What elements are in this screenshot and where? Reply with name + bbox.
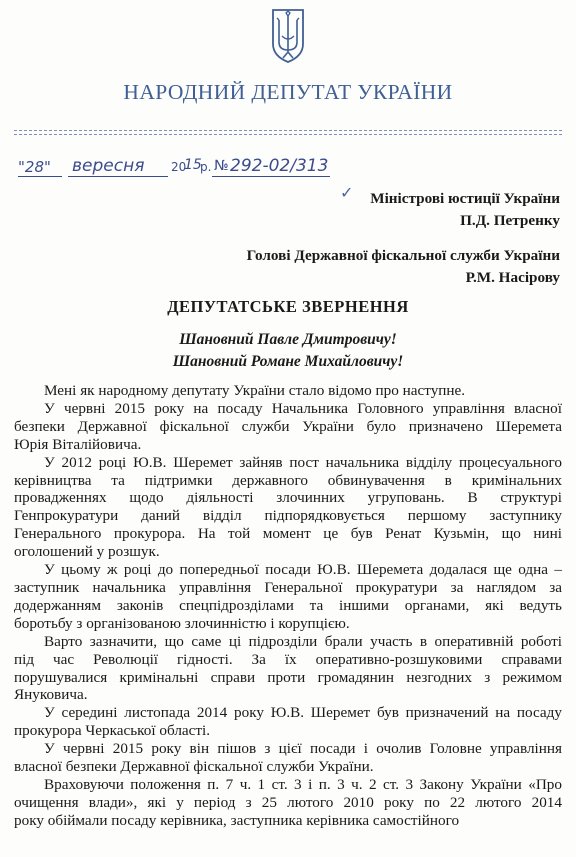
trident-coat-of-arms-icon bbox=[271, 8, 305, 64]
body-paragraph bbox=[14, 400, 562, 454]
body-line: керівництва та підтримки державного обвинувачення в кримінальних bbox=[14, 471, 562, 489]
body-line: порушувалися кримінальні справи проти громадянин незгодних з режимом bbox=[14, 668, 562, 686]
body-line: оголошений у розшук. bbox=[14, 543, 160, 561]
body-line: У цьому ж році до попередньої посади Ю.В. Шеремета додалася ще одна – bbox=[44, 561, 562, 579]
body-line: У 2012 році Ю.В. Шеремет зайняв пост начальника відділу процесуального bbox=[44, 453, 562, 471]
body-paragraph bbox=[14, 740, 562, 776]
addressee-minister bbox=[370, 188, 560, 232]
body-paragraph bbox=[14, 776, 562, 830]
header-divider bbox=[14, 130, 562, 131]
body-line: Варто зазначити, що саме ці підрозділи брали участь в оперативній роботі bbox=[44, 632, 562, 650]
body-line: У червні 2015 року він пішов з цієї посади і очолив Головне управління bbox=[44, 740, 562, 758]
reg-year: 15 bbox=[184, 157, 202, 173]
body-line: провадженнях щодо діяльності злочинних угруповань. В структурі bbox=[14, 489, 562, 507]
reg-month: вересня bbox=[72, 156, 145, 176]
organization-name: НАРОДНИЙ ДЕПУТАТ УКРАЇНИ bbox=[123, 80, 453, 104]
body-line: прокурора Черкаської області. bbox=[14, 722, 211, 740]
registration-stamp bbox=[18, 156, 358, 188]
header-divider-second bbox=[14, 134, 562, 135]
body-line: Мені як народному депутату України стало відомо про наступне. bbox=[44, 382, 466, 399]
body-line: додержанням законів спецпідрозділами та іншими органами, які ведуть bbox=[14, 596, 562, 614]
greeting-line: Шановний Павле Дмитровичу! bbox=[179, 331, 397, 348]
reg-number: 292-02/313 bbox=[230, 156, 329, 176]
greetings bbox=[0, 329, 576, 373]
document-title: ДЕПУТАТСЬКЕ ЗВЕРНЕННЯ bbox=[167, 297, 409, 316]
body-paragraph bbox=[14, 704, 562, 740]
body-line: очищення влади», які у період з 25 лютого 2010 року по 22 лютого 2014 bbox=[14, 793, 562, 811]
body-line: під час Революції гідності. За їх оперативно-розшуковими справами bbox=[14, 650, 562, 668]
body-paragraph bbox=[14, 561, 562, 633]
letter-body bbox=[14, 382, 562, 830]
reg-day: "28" bbox=[18, 158, 51, 176]
body-paragraph bbox=[14, 633, 562, 705]
body-line: Генпрокуратури даний відділ підпорядковується першому заступнику bbox=[14, 507, 562, 525]
body-line: У середині листопада 2014 року Ю.В. Шеремет був призначений на посаду bbox=[44, 704, 562, 722]
body-line: Генерального прокурора. На той момент це був Ренат Кузьмін, що нині bbox=[14, 525, 562, 543]
body-line: У червні 2015 року на посаду Начальника Головного управління власної bbox=[44, 399, 562, 417]
addressee-name: Р.М. Насірову bbox=[465, 269, 560, 286]
addressee-position: Міністрові юстиції України bbox=[370, 190, 560, 207]
addressee-position: Голові Державної фіскальної служби України bbox=[246, 247, 560, 264]
body-line: року обіймали посаду керівника, заступника керівника самостійного bbox=[14, 811, 460, 829]
body-line: Януковича. bbox=[14, 686, 88, 704]
body-paragraph bbox=[14, 382, 562, 400]
body-line: власної безпеки Державної фіскальної служби України. bbox=[14, 758, 374, 776]
body-line: Враховуючи положення п. 7 ч. 1 ст. 3 і п. 3 ч. 2 ст. 3 Закону України «Про bbox=[44, 775, 562, 793]
reg-number-sign: № bbox=[214, 158, 229, 174]
check-mark: ✓ bbox=[340, 183, 354, 202]
body-line: безпеки Державної фіскальної служби України було призначено Шеремета bbox=[14, 417, 562, 435]
body-line: боротьбу з організованою злочинністю і корупцією. bbox=[14, 614, 350, 632]
reg-year-suffix: р. bbox=[200, 160, 212, 174]
body-paragraph bbox=[14, 454, 562, 561]
addressee-tax-service-head bbox=[247, 245, 560, 289]
greeting-line: Шановний Романе Михайловичу! bbox=[172, 353, 404, 370]
reg-year-prefix: 20 bbox=[171, 160, 187, 174]
body-line: заступник начальника управління Генеральної прокуратури за наглядом за bbox=[14, 578, 562, 596]
body-line: Юрія Віталійовича. bbox=[14, 435, 142, 453]
addressee-name: П.Д. Петренку bbox=[460, 212, 560, 229]
